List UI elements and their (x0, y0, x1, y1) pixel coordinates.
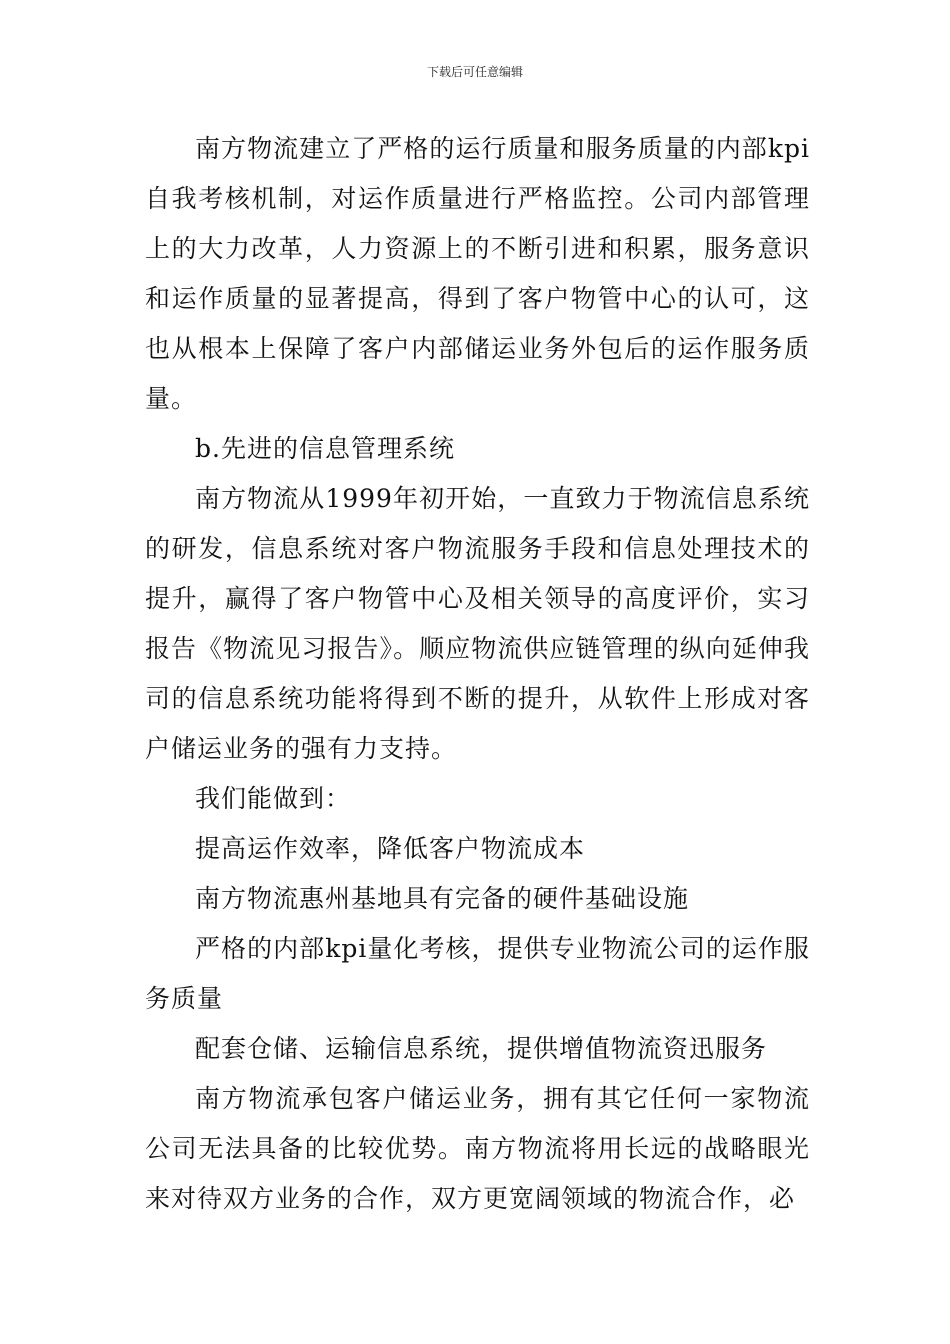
paragraph-we-can-do: 我们能做到： (195, 784, 352, 813)
paragraph-infrastructure: 南方物流惠州基地具有完备的硬件基础设施 (195, 884, 690, 913)
paragraph-info-system: 南方物流从1999年初开始，一直致力于物流信息系统的研发，信息系统对客户物流服务手段和信息处理技术的提升，赢得了客户物管中心及相关领导的高度评价，实习报告《物流见习报告》。顺应物流供应链管理的纵向延伸我司的信息系统功能将得到不断的提升，从软件上形成对客户储运业务的强有力支持。 (145, 484, 810, 763)
page-header: 下载后可任意编辑 (426, 65, 523, 79)
paragraph-quality-kpi: 南方物流建立了严格的运行质量和服务质量的内部kpi自我考核机制，对运作质量进行严格监控。公司内部管理上的大力改革，人力资源上的不断引进和积累，服务意识和运作质量的显著提高，得到了客户物管中心的认可，这也从根本上保障了客户内部储运业务外包后的运作服务质量。 (145, 134, 810, 413)
paragraph-efficiency: 提高运作效率，降低客户物流成本 (195, 834, 586, 863)
paragraph-warehouse-transport: 配套仓储、运输信息系统，提供增值物流资迅服务 (195, 1034, 768, 1063)
section-heading-info-system: b.先进的信息管理系统 (195, 434, 455, 463)
paragraph-kpi-service: 严格的内部kpi量化考核，提供专业物流公司的运作服务质量 (145, 934, 810, 1013)
paragraph-advantage: 南方物流承包客户储运业务，拥有其它任何一家物流公司无法具备的比较优势。南方物流将用长远的战略眼光来对待双方业务的合作，双方更宽阔领域的物流合作，必 (145, 1084, 810, 1213)
document-body (145, 124, 810, 1224)
